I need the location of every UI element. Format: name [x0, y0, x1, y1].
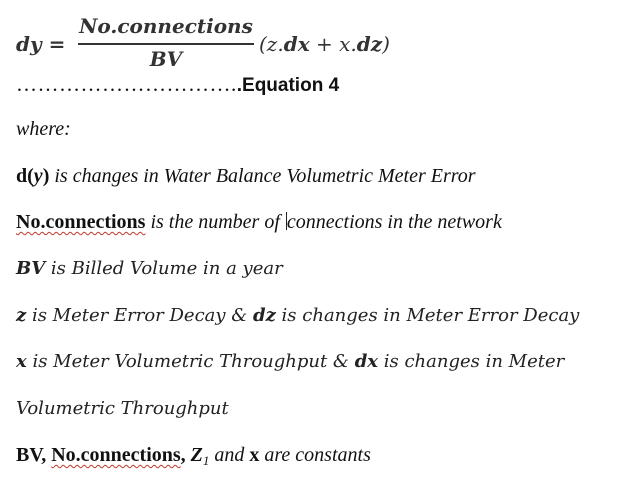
def-noc [16, 211, 502, 234]
c-x: x [249, 444, 260, 466]
def-bv [16, 258, 283, 279]
z-term: z [16, 305, 27, 326]
where-text: where: [16, 118, 71, 140]
c-text: are constants [259, 444, 371, 466]
rhs-close: ) [382, 32, 390, 56]
bv-term: BV [16, 258, 46, 279]
label-dots: …………………………. [16, 72, 237, 96]
equation-label [16, 72, 339, 97]
equation-fraction [78, 14, 254, 70]
equation-lhs: dy = [16, 32, 66, 56]
noc-text-a: is the number of [145, 211, 285, 233]
dz-text: is changes in Meter Error Decay [275, 305, 580, 326]
def-z [16, 305, 579, 326]
x-text: is Meter Volumetric Throughput & [26, 351, 355, 372]
dy-y: y [33, 165, 43, 187]
dy-open: d( [16, 165, 34, 187]
noc-text-b: connections in the network [286, 211, 502, 233]
c-z: Z [190, 444, 203, 466]
x-term: x [16, 351, 27, 372]
rhs-plus: + x. [309, 32, 357, 56]
fraction-bar [78, 43, 254, 45]
c-comma: , [180, 444, 191, 466]
rhs-open: (z. [259, 32, 284, 56]
label-text: .Equation 4 [236, 75, 340, 96]
equation-rhs [259, 32, 390, 56]
c-bv: BV, [16, 444, 52, 466]
dx-text: is changes in Meter [378, 351, 565, 372]
dy-close: ) [42, 165, 50, 187]
def-dy [16, 165, 476, 188]
noc-term: No.connections [16, 211, 146, 233]
def-x-continued: Volumetric Throughput [16, 398, 229, 419]
rhs-dx: dx [283, 32, 310, 56]
dx-term: dx [354, 351, 379, 372]
fraction-denominator: BV [149, 47, 183, 71]
dy-text: is changes in Water Balance Volumetric Meter Error [49, 165, 476, 187]
dz-term: dz [253, 305, 276, 326]
z-text: is Meter Error Decay & [26, 305, 254, 326]
c-noc: No.connections [51, 444, 181, 466]
fraction-numerator: No.connections [79, 14, 253, 38]
c-z-sub: 1 [202, 453, 210, 468]
bv-text: is Billed Volume in a year [45, 258, 283, 279]
def-constants [16, 444, 371, 469]
rhs-dz: dz [356, 32, 383, 56]
c-and: and [209, 444, 250, 466]
def-x [16, 351, 564, 372]
